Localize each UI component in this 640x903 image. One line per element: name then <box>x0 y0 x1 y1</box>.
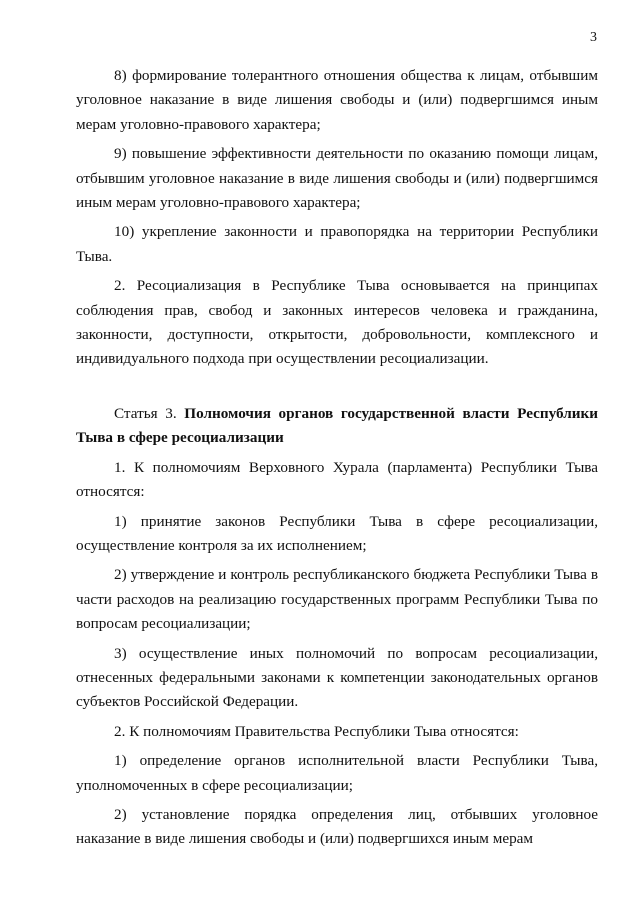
paragraph-parliament-item-1: 1) принятие законов Республики Тыва в сфере ресоциализации, осуществление контроля за их исполнением; <box>76 512 598 554</box>
paragraph-government-powers: 2. К полномочиям Правительства Республики Тыва относятся: <box>114 722 519 740</box>
page-number: 3 <box>590 30 597 45</box>
paragraph-item-10: 10) укрепление законности и правопорядка на территории Республики Тыва. <box>76 223 598 265</box>
paragraph-principles: 2. Ресоциализация в Республике Тыва основывается на принципах соблюдения прав, свобод и законных интересов человека и гражданина, законности, доступности, открытости, добровольности, комплексного и индивидуального подхода при осуществлении ресоциализации. <box>76 277 598 368</box>
document-body <box>76 64 598 857</box>
paragraph-item-8: 8) формирование толерантного отношения общества к лицам, отбывшим уголовное наказание в виде лишения свободы и (или) подвергшимся иным мерам уголовно-правового характера; <box>76 67 598 133</box>
article-title: Полномочия органов государственной власти Республики Тыва в сфере ресоциализации <box>76 404 598 447</box>
paragraph-government-item-1: 1) определение органов исполнительной власти Республики Тыва, уполномоченных в сфере ресоциализации; <box>76 752 598 794</box>
article-heading <box>76 402 598 451</box>
paragraph-parliament-item-3: 3) осуществление иных полномочий по вопросам ресоциализации, отнесенных федеральными законами к компетенции законодательных органов субъектов Российской Федерации. <box>76 644 598 711</box>
paragraph-item-9: 9) повышение эффективности деятельности по оказанию помощи лицам, отбывшим уголовное наказание в виде лишения свободы и (или) подвергшимся иным мерам уголовно-правового характера; <box>76 145 598 212</box>
paragraph-parliament-item-2: 2) утверждение и контроль республиканского бюджета Республики Тыва в части расходов на реализацию государственных программ Республики Тыва по вопросам ресоциализации; <box>76 566 598 633</box>
paragraph-government-item-2: 2) установление порядка определения лиц, отбывших уголовное наказание в виде лишения свободы и (или) подвергшихся иным мерам <box>76 805 598 848</box>
paragraph-parliament-powers: 1. К полномочиям Верховного Хурала (парламента) Республики Тыва относятся: <box>76 458 598 501</box>
article-label: Статья 3. <box>114 404 185 422</box>
